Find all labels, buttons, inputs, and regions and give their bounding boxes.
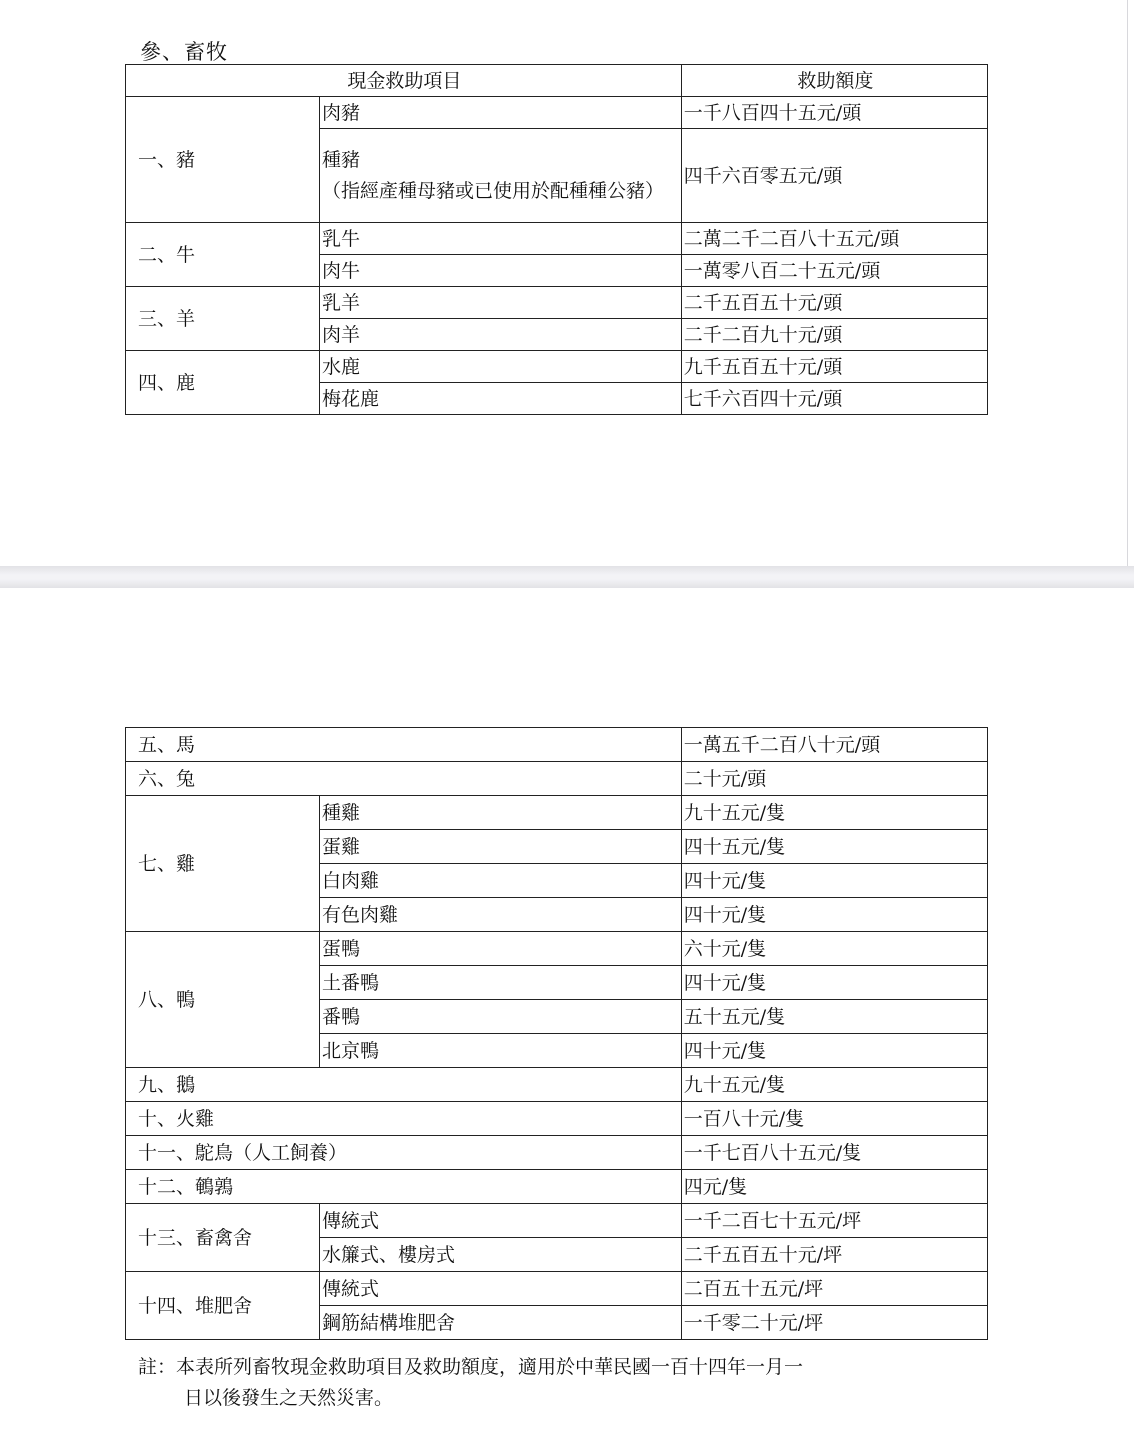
table-row <box>126 728 988 762</box>
item-cell: 肉羊 <box>320 319 682 351</box>
amount-cell: 四十五元/隻 <box>681 830 987 864</box>
category-rabbit: 六、兔 <box>126 762 682 796</box>
livestock-table-part1 <box>125 64 988 415</box>
amount-cell: 二千五百五十元/坪 <box>681 1238 987 1272</box>
item-cell: 白肉雞 <box>320 864 682 898</box>
item-cell: 蛋鴨 <box>320 932 682 966</box>
category-goose: 九、鵝 <box>126 1068 682 1102</box>
amount-cell: 五十五元/隻 <box>681 1000 987 1034</box>
amount-cell: 一千二百七十五元/坪 <box>681 1204 987 1238</box>
category-compost: 十四、堆肥舍 <box>126 1272 320 1340</box>
table-row <box>126 223 988 255</box>
amount-cell: 一千八百四十五元/頭 <box>681 97 987 129</box>
amount-cell: 四十元/隻 <box>681 864 987 898</box>
category-deer: 四、鹿 <box>126 351 320 415</box>
amount-cell: 二千五百五十元/頭 <box>681 287 987 319</box>
document-page-1 <box>0 0 1134 566</box>
item-cell <box>320 129 682 223</box>
amount-cell: 四千六百零五元/頭 <box>681 129 987 223</box>
category-barn: 十三、畜禽舍 <box>126 1204 320 1272</box>
item-note: （指經產種母豬或已使用於配種種公豬） <box>322 179 665 202</box>
item-cell: 鋼筋結構堆肥舍 <box>320 1306 682 1340</box>
amount-cell: 九十五元/隻 <box>681 796 987 830</box>
footnote-line-2: 日以後發生之天然災害。 <box>184 1387 394 1409</box>
table-row <box>126 1068 988 1102</box>
amount-cell: 一千七百八十五元/隻 <box>681 1136 987 1170</box>
item-cell: 種雞 <box>320 796 682 830</box>
amount-cell: 二百五十五元/坪 <box>681 1272 987 1306</box>
item-cell: 傳統式 <box>320 1204 682 1238</box>
item-cell: 水鹿 <box>320 351 682 383</box>
amount-cell: 四元/隻 <box>681 1170 987 1204</box>
category-turkey: 十、火雞 <box>126 1102 682 1136</box>
amount-cell: 六十元/隻 <box>681 932 987 966</box>
item-cell: 乳牛 <box>320 223 682 255</box>
section-title: 參、畜牧 <box>140 40 228 64</box>
footnote-line-1: 註：本表所列畜牧現金救助項目及救助額度，適用於中華民國一百十四年一月一 <box>138 1356 804 1378</box>
table-row <box>126 287 988 319</box>
amount-cell: 九十五元/隻 <box>681 1068 987 1102</box>
amount-cell: 二千二百九十元/頭 <box>681 319 987 351</box>
item-cell: 蛋雞 <box>320 830 682 864</box>
table-row <box>126 351 988 383</box>
item-line: 種豬 <box>322 148 361 171</box>
amount-cell: 四十元/隻 <box>681 1034 987 1068</box>
item-cell: 北京鴨 <box>320 1034 682 1068</box>
item-cell: 肉豬 <box>320 97 682 129</box>
table-row <box>126 1272 988 1306</box>
amount-cell: 二萬二千二百八十五元/頭 <box>681 223 987 255</box>
table-row <box>126 1102 988 1136</box>
page-edge <box>1127 0 1128 566</box>
amount-cell: 一千零二十元/坪 <box>681 1306 987 1340</box>
amount-cell: 四十元/隻 <box>681 966 987 1000</box>
table-row <box>126 1170 988 1204</box>
header-item: 現金救助項目 <box>126 65 682 97</box>
category-ostrich: 十一、鴕鳥（人工飼養） <box>126 1136 682 1170</box>
header-amount: 救助額度 <box>681 65 987 97</box>
item-cell: 有色肉雞 <box>320 898 682 932</box>
amount-cell: 四十元/隻 <box>681 898 987 932</box>
amount-cell: 七千六百四十元/頭 <box>681 383 987 415</box>
category-goat: 三、羊 <box>126 287 320 351</box>
amount-cell: 一百八十元/隻 <box>681 1102 987 1136</box>
table-row <box>126 762 988 796</box>
table-row <box>126 932 988 966</box>
item-cell: 番鴨 <box>320 1000 682 1034</box>
page-separator <box>0 566 1134 588</box>
item-cell: 肉牛 <box>320 255 682 287</box>
category-quail: 十二、鵪鶉 <box>126 1170 682 1204</box>
item-cell: 傳統式 <box>320 1272 682 1306</box>
item-cell: 梅花鹿 <box>320 383 682 415</box>
amount-cell: 九千五百五十元/頭 <box>681 351 987 383</box>
category-chicken: 七、雞 <box>126 796 320 932</box>
amount-cell: 一萬五千二百八十元/頭 <box>681 728 987 762</box>
amount-cell: 二十元/頭 <box>681 762 987 796</box>
table-header-row <box>126 65 988 97</box>
item-cell: 土番鴨 <box>320 966 682 1000</box>
table-row <box>126 1136 988 1170</box>
item-cell: 水簾式、樓房式 <box>320 1238 682 1272</box>
category-duck: 八、鴨 <box>126 932 320 1068</box>
amount-cell: 一萬零八百二十五元/頭 <box>681 255 987 287</box>
table-row <box>126 1204 988 1238</box>
category-cattle: 二、牛 <box>126 223 320 287</box>
item-cell: 乳羊 <box>320 287 682 319</box>
table-row <box>126 796 988 830</box>
footnote <box>138 1352 988 1414</box>
table-row <box>126 97 988 129</box>
livestock-table-part2 <box>125 727 988 1340</box>
category-horse: 五、馬 <box>126 728 682 762</box>
category-pig: 一、豬 <box>126 97 320 223</box>
